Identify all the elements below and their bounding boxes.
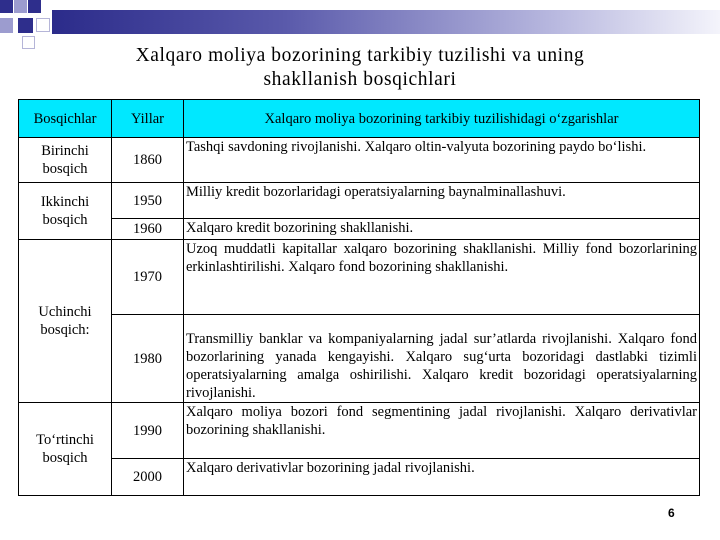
header-stages: Bosqichlar: [19, 100, 112, 138]
table-row: [19, 138, 700, 183]
stage-name: Uchinchi bosqich:: [19, 240, 112, 403]
year-cell: 1970: [112, 240, 184, 315]
year-cell: 1960: [112, 219, 184, 240]
table-row: [19, 183, 700, 219]
year-cell: 1980: [112, 315, 184, 403]
table-header-row: [19, 100, 700, 138]
stages-table: [18, 99, 700, 496]
table-row: [19, 459, 700, 496]
description-cell: Xalqaro derivativlar bozorining jadal rivojlanishi.: [184, 459, 700, 496]
year-cell: 1950: [112, 183, 184, 219]
year-cell: 1990: [112, 403, 184, 459]
page-number: 6: [668, 506, 675, 520]
description-cell: Transmilliy banklar va kompaniyalarning jadal sur’atlarda rivojlanishi. Xalqaro fond bozorlarining yanada kengayishi. Xalqaro sug‘urta bozoridagi dastlabki tizimli operatsiyalarning amalga oshirilishi. Xalqaro kredit bozoridagi operatsiyalarning rivojlanishi.: [184, 315, 700, 403]
table-row: [19, 315, 700, 403]
header-gradient-bar: [52, 10, 720, 34]
year-cell: 2000: [112, 459, 184, 496]
stage-name: Ikkinchi bosqich: [19, 183, 112, 240]
description-cell: Xalqaro kredit bozorining shakllanishi.: [184, 219, 700, 240]
stage-name: To‘rtinchi bosqich: [19, 403, 112, 496]
table-row: [19, 219, 700, 240]
decor-square-2: [14, 0, 27, 13]
decor-square-4: [18, 18, 33, 33]
table-row: [19, 240, 700, 315]
slide-title-line1: Xalqaro moliya bozorining tarkibiy tuzilishi va uning: [135, 45, 585, 66]
description-cell: Uzoq muddatli kapitallar xalqaro bozorining shakllanishi. Milliy fond bozorlarining erkinlashtirilishi. Xalqaro fond bozorining shakllanishi.: [184, 240, 700, 315]
header-years: Yillar: [112, 100, 184, 138]
slide-title: [30, 44, 690, 92]
stage-name: Birinchi bosqich: [19, 138, 112, 183]
table-row: [19, 403, 700, 459]
decor-square-3: [28, 0, 41, 13]
decor-square-5: [36, 18, 50, 32]
decor-square-1: [0, 0, 13, 13]
description-cell: Xalqaro moliya bozori fond segmentining jadal rivojlanishi. Xalqaro derivativlar bozorining shakllanishi.: [184, 403, 700, 459]
slide-title-line2: shakllanish bosqichlari: [263, 69, 457, 90]
description-cell: Milliy kredit bozorlaridagi operatsiyalarning baynalminallashuvi.: [184, 183, 700, 219]
year-cell: 1860: [112, 138, 184, 183]
description-cell: Tashqi savdoning rivojlanishi. Xalqaro oltin-valyuta bozorining paydo bo‘lishi.: [184, 138, 700, 183]
decor-square-6: [0, 18, 13, 33]
header-changes: Xalqaro moliya bozorining tarkibiy tuzilishidagi o‘zgarishlar: [184, 100, 700, 138]
